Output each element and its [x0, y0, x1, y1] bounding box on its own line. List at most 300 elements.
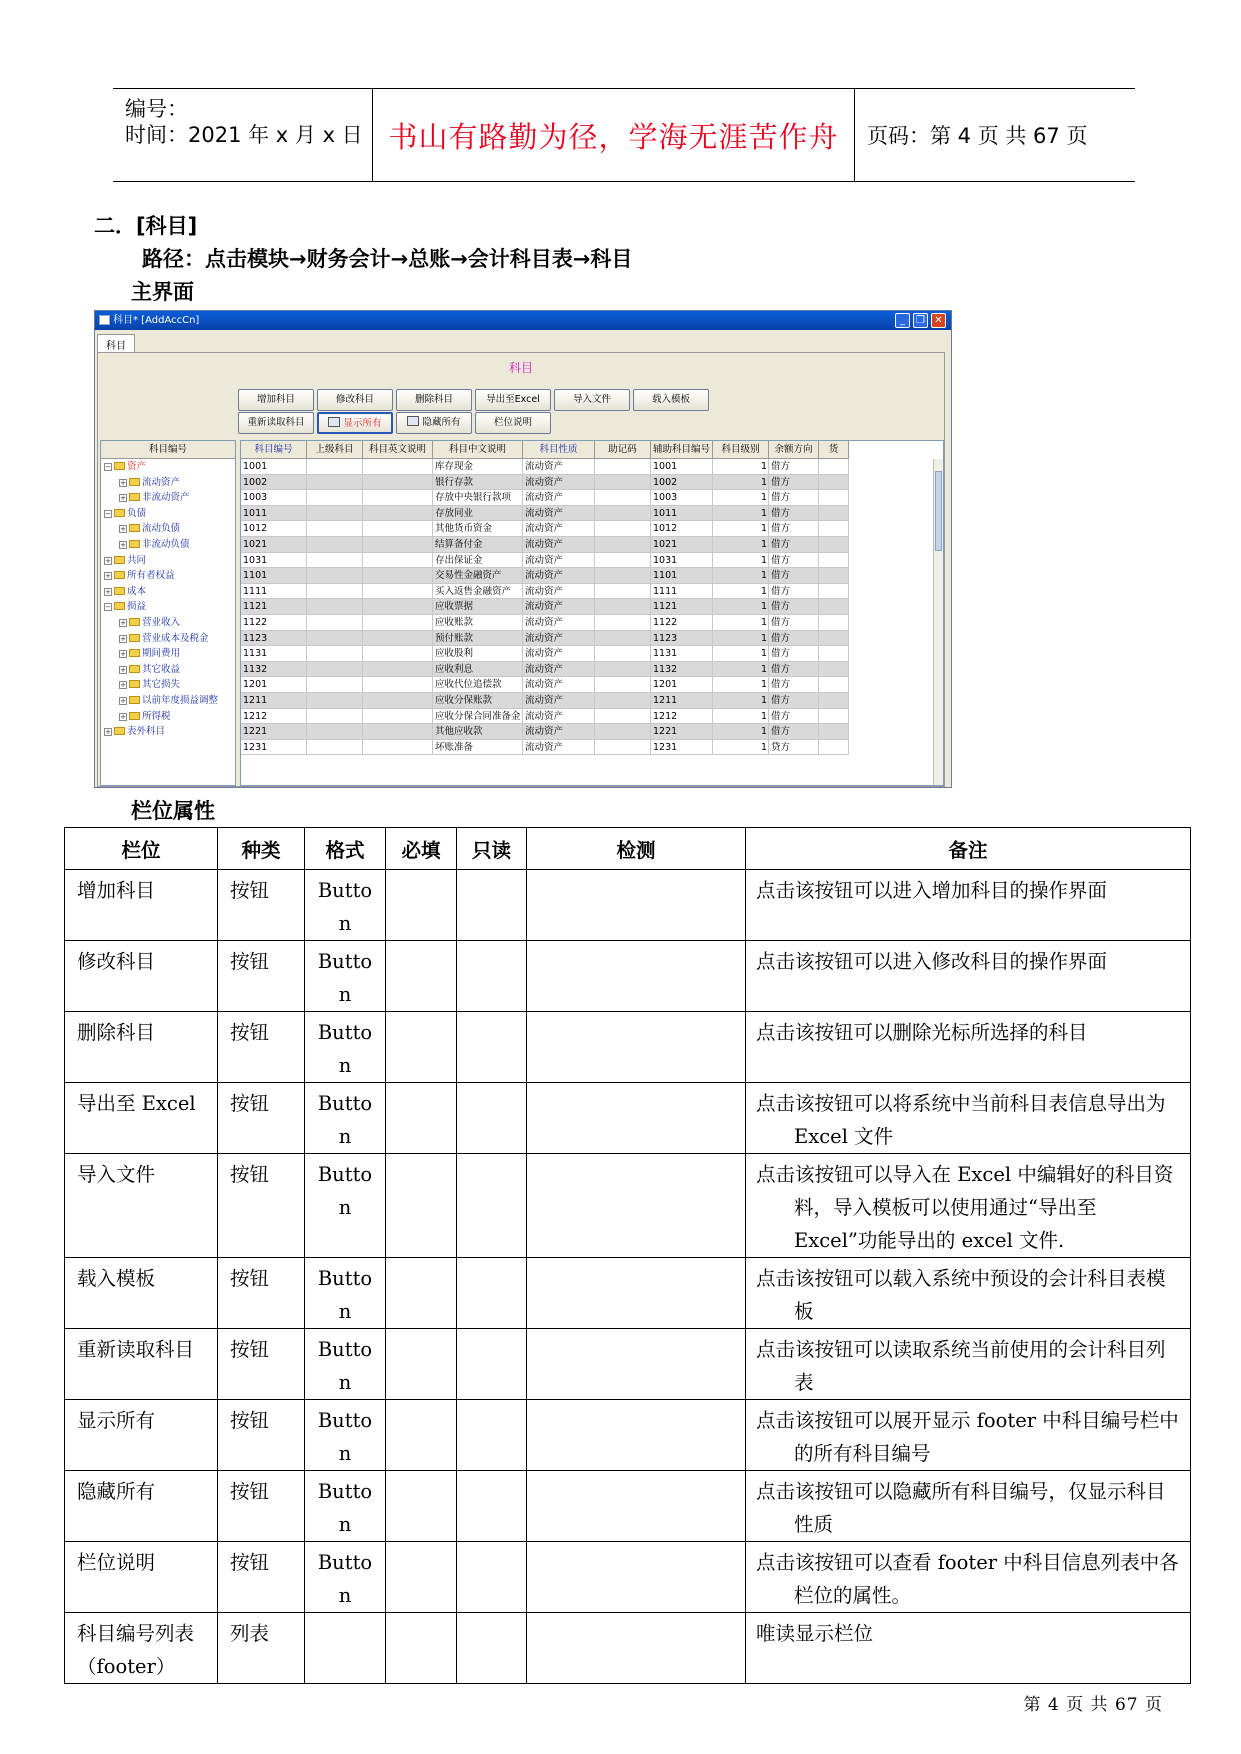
expand-icon[interactable]: +	[105, 587, 111, 596]
expand-icon[interactable]: +	[105, 556, 111, 565]
window-titlebar	[95, 311, 951, 330]
kind-cell	[218, 1613, 305, 1684]
grid-cell	[307, 537, 363, 552]
expand-icon[interactable]: +	[120, 540, 126, 549]
subject-grid[interactable]	[240, 440, 944, 786]
field-cell-text: 载入模板	[77, 1267, 156, 1290]
table-row	[65, 1400, 1191, 1471]
grid-cell: 1221	[651, 724, 713, 739]
reload-subjects-button[interactable]: 重新读取科目	[238, 412, 314, 434]
tree-node[interactable]	[101, 631, 235, 647]
tree-node[interactable]	[101, 521, 235, 537]
grid-cell: 1002	[651, 475, 713, 490]
grid-column-header[interactable]: 余额方向	[769, 441, 819, 458]
grid-cell: 1	[713, 724, 769, 739]
grid-cell: 1	[713, 490, 769, 505]
validation-cell	[527, 941, 746, 1012]
tree-node[interactable]	[101, 709, 235, 725]
grid-cell	[363, 521, 433, 536]
required-cell	[386, 870, 457, 941]
grid-cell: 流动资产	[523, 724, 595, 739]
grid-cell: 1132	[241, 662, 307, 677]
kind-cell	[218, 1542, 305, 1613]
grid-cell: 借方	[769, 724, 819, 739]
grid-cell: 1	[713, 553, 769, 568]
grid-cell: 借方	[769, 568, 819, 583]
header-motto-cell	[373, 89, 855, 181]
grid-row[interactable]	[241, 599, 849, 615]
show-all-button[interactable]	[317, 412, 393, 434]
grid-cell	[595, 615, 651, 630]
collapse-icon[interactable]: −	[105, 463, 111, 471]
tree-node[interactable]	[101, 724, 235, 740]
grid-vertical-scrollbar[interactable]	[933, 459, 943, 785]
note-cell	[746, 1400, 1191, 1471]
field-cell-text: 科目编号列表（footer）	[77, 1622, 195, 1678]
grid-column-header[interactable]: 上级科目	[307, 441, 363, 458]
number-label: 编号：	[125, 97, 188, 121]
grid-row[interactable]	[241, 740, 849, 756]
grid-cell: 借方	[769, 709, 819, 724]
grid-cell	[819, 615, 849, 630]
format-cell	[305, 1613, 386, 1684]
format-cell	[305, 1012, 386, 1083]
grid-cell: 流动资产	[523, 677, 595, 692]
grid-cell: 借方	[769, 646, 819, 661]
tree-node[interactable]	[101, 537, 235, 553]
hide-all-label: 隐藏所有	[422, 417, 461, 428]
tree-collapse-icon	[407, 416, 419, 426]
tree-node-label: 非流动资产	[142, 492, 190, 504]
grid-cell	[307, 709, 363, 724]
field-cell	[65, 1542, 218, 1613]
grid-row[interactable]	[241, 537, 849, 553]
grid-cell: 1031	[651, 553, 713, 568]
grid-column-header[interactable]: 科目级别	[713, 441, 769, 458]
grid-cell	[595, 584, 651, 599]
tree-expand-icon	[328, 417, 340, 427]
grid-cell	[307, 584, 363, 599]
column-header: 必填	[386, 828, 457, 870]
note-cell-text: 点击该按钮可以将系统中当前科目表信息导出为 Excel 文件	[756, 1092, 1166, 1148]
grid-cell: 1123	[241, 631, 307, 646]
scroll-thumb[interactable]	[935, 471, 942, 551]
grid-cell: 流动资产	[523, 521, 595, 536]
validation-cell	[527, 1154, 746, 1258]
tab-strip	[97, 334, 135, 352]
grid-cell: 1	[713, 631, 769, 646]
grid-cell	[363, 475, 433, 490]
required-cell	[386, 1400, 457, 1471]
restore-icon[interactable]: ❐	[913, 313, 928, 328]
grid-cell	[307, 631, 363, 646]
column-header: 检测	[527, 828, 746, 870]
expand-icon[interactable]: +	[120, 478, 126, 487]
grid-cell	[819, 740, 849, 755]
grid-cell	[307, 490, 363, 505]
grid-cell	[819, 475, 849, 490]
column-header: 备注	[746, 828, 1191, 870]
tree-node[interactable]	[101, 599, 235, 615]
grid-cell	[595, 646, 651, 661]
grid-cell: 应收票据	[433, 599, 523, 614]
grid-cell	[307, 506, 363, 521]
grid-cell: 交易性金融资产	[433, 568, 523, 583]
grid-cell	[595, 740, 651, 755]
grid-cell: 借方	[769, 693, 819, 708]
kind-cell	[218, 1329, 305, 1400]
kind-cell-text: 按钮	[230, 1551, 270, 1574]
grid-cell: 1111	[241, 584, 307, 599]
readonly-cell	[457, 1258, 527, 1329]
folder-icon	[129, 696, 140, 704]
readonly-cell	[457, 1012, 527, 1083]
expand-icon[interactable]: +	[120, 525, 126, 534]
format-cell	[305, 1329, 386, 1400]
grid-cell: 1	[713, 584, 769, 599]
header-meta-cell	[113, 89, 373, 181]
field-cell	[65, 1258, 218, 1329]
grid-cell	[363, 568, 433, 583]
grid-cell	[307, 475, 363, 490]
field-cell	[65, 870, 218, 941]
grid-cell	[363, 662, 433, 677]
add-subject-button[interactable]: 增加科目	[238, 389, 314, 411]
kind-cell-text: 列表	[230, 1622, 270, 1645]
tree-node-label: 非流动负债	[142, 538, 190, 550]
tree-node[interactable]	[101, 506, 235, 522]
format-cell-text: Button	[317, 950, 373, 1006]
delete-subject-button[interactable]: 删除科目	[396, 389, 472, 411]
grid-cell: 1	[713, 459, 769, 474]
grid-row[interactable]	[241, 553, 849, 569]
grid-cell: 流动资产	[523, 490, 595, 505]
grid-row[interactable]	[241, 521, 849, 537]
grid-cell	[363, 693, 433, 708]
validation-cell	[527, 1083, 746, 1154]
field-properties-table	[64, 827, 1191, 1684]
readonly-cell	[457, 1400, 527, 1471]
column-header: 栏位	[65, 828, 218, 870]
grid-cell	[363, 506, 433, 521]
time-label: 时间：2021 年 x 月 x 日	[125, 123, 363, 147]
note-cell	[746, 941, 1191, 1012]
field-cell	[65, 941, 218, 1012]
grid-cell	[363, 724, 433, 739]
field-description-button[interactable]: 栏位说明	[475, 412, 551, 434]
format-cell-text: Button	[317, 1163, 373, 1219]
grid-row[interactable]	[241, 459, 849, 475]
grid-cell	[595, 475, 651, 490]
grid-cell: 预付账款	[433, 631, 523, 646]
validation-cell	[527, 1542, 746, 1613]
grid-cell: 1	[713, 646, 769, 661]
folder-icon	[114, 556, 125, 564]
folder-icon	[114, 509, 125, 517]
expand-icon[interactable]: +	[120, 618, 126, 627]
collapse-icon[interactable]: −	[105, 603, 111, 612]
tree-node[interactable]	[101, 553, 235, 569]
tree-node[interactable]	[101, 490, 235, 506]
field-cell	[65, 1613, 218, 1684]
grid-cell: 借方	[769, 537, 819, 552]
grid-cell	[363, 599, 433, 614]
expand-icon[interactable]: +	[120, 665, 126, 674]
grid-cell: 借方	[769, 521, 819, 536]
field-cell	[65, 1471, 218, 1542]
format-cell	[305, 1471, 386, 1542]
validation-cell	[527, 870, 746, 941]
kind-cell	[218, 1258, 305, 1329]
validation-cell	[527, 1258, 746, 1329]
readonly-cell	[457, 870, 527, 941]
grid-cell: 存放同业	[433, 506, 523, 521]
tree-node[interactable]	[101, 677, 235, 693]
grid-column-header[interactable]: 科目英文说明	[363, 441, 433, 458]
validation-cell	[527, 1613, 746, 1684]
grid-row[interactable]	[241, 631, 849, 647]
grid-cell: 1031	[241, 553, 307, 568]
grid-cell	[595, 521, 651, 536]
folder-icon	[114, 602, 125, 610]
grid-cell: 借方	[769, 459, 819, 474]
grid-cell: 1	[713, 506, 769, 521]
grid-cell	[307, 662, 363, 677]
format-cell	[305, 1400, 386, 1471]
embedded-app-screenshot	[94, 310, 952, 788]
column-header: 格式	[305, 828, 386, 870]
grid-cell: 1131	[241, 646, 307, 661]
kind-cell-text: 按钮	[230, 1163, 270, 1186]
field-cell-text: 显示所有	[77, 1409, 156, 1432]
grid-cell: 流动资产	[523, 568, 595, 583]
grid-cell	[595, 459, 651, 474]
app-icon	[99, 315, 110, 325]
grid-cell: 流动资产	[523, 537, 595, 552]
table-row	[65, 1329, 1191, 1400]
kind-cell-text: 按钮	[230, 1021, 270, 1044]
tree-body	[101, 459, 235, 740]
grid-cell: 借方	[769, 490, 819, 505]
grid-row[interactable]	[241, 724, 849, 740]
grid-cell	[819, 599, 849, 614]
note-cell	[746, 1613, 1191, 1684]
note-cell-text: 点击该按钮可以进入增加科目的操作界面	[756, 879, 1108, 902]
folder-icon	[129, 680, 140, 688]
grid-cell	[307, 615, 363, 630]
grid-row[interactable]	[241, 646, 849, 662]
minimize-icon[interactable]: _	[895, 313, 910, 328]
expand-icon[interactable]: +	[120, 650, 126, 659]
grid-column-header[interactable]: 科目中文说明	[433, 441, 523, 458]
tree-node-label: 期间费用	[142, 648, 181, 660]
grid-cell: 1021	[651, 537, 713, 552]
grid-cell: 流动资产	[523, 709, 595, 724]
grid-row[interactable]	[241, 568, 849, 584]
section-heading: 二．[科目]	[94, 214, 198, 238]
grid-cell	[307, 740, 363, 755]
header-page-cell	[855, 89, 1135, 181]
import-file-button[interactable]: 导入文件	[554, 389, 630, 411]
note-cell-text: 点击该按钮可以进入修改科目的操作界面	[756, 950, 1108, 973]
folder-icon	[129, 634, 140, 642]
format-cell-text: Button	[317, 1267, 373, 1323]
grid-cell: 1012	[651, 521, 713, 536]
expand-icon[interactable]: +	[105, 572, 111, 581]
expand-icon[interactable]: +	[120, 712, 126, 721]
grid-cell	[307, 693, 363, 708]
expand-icon[interactable]: +	[120, 681, 126, 690]
folder-icon	[114, 462, 125, 470]
grid-cell: 1121	[651, 599, 713, 614]
grid-cell: 借方	[769, 599, 819, 614]
grid-column-header[interactable]: 科目性质	[523, 441, 595, 458]
tree-node-label: 流动资产	[142, 476, 181, 488]
folder-icon	[129, 665, 140, 673]
grid-cell: 流动资产	[523, 631, 595, 646]
field-cell	[65, 1083, 218, 1154]
tree-node[interactable]	[101, 459, 235, 475]
tree-node[interactable]	[101, 646, 235, 662]
grid-cell: 1	[713, 475, 769, 490]
collapse-icon[interactable]: −	[105, 509, 111, 518]
validation-cell	[527, 1400, 746, 1471]
note-cell-text: 点击该按钮可以载入系统中预设的会计科目表模板	[756, 1267, 1166, 1323]
format-cell-text: Button	[317, 1092, 373, 1148]
grid-row[interactable]	[241, 490, 849, 506]
grid-column-header[interactable]: 助记码	[595, 441, 651, 458]
grid-column-header[interactable]: 科目编号	[241, 441, 307, 458]
grid-cell: 其他应收款	[433, 724, 523, 739]
grid-cell: 1231	[651, 740, 713, 755]
grid-cell: 库存现金	[433, 459, 523, 474]
readonly-cell	[457, 941, 527, 1012]
grid-row[interactable]	[241, 475, 849, 491]
grid-cell	[307, 568, 363, 583]
field-cell-text: 删除科目	[77, 1021, 156, 1044]
note-cell-text: 点击该按钮可以隐藏所有科目编号，仅显示科目性质	[756, 1480, 1166, 1536]
grid-cell: 1	[713, 677, 769, 692]
grid-cell	[307, 599, 363, 614]
field-cell	[65, 1154, 218, 1258]
grid-row[interactable]	[241, 615, 849, 631]
note-cell	[746, 1471, 1191, 1542]
table-row	[65, 1012, 1191, 1083]
grid-cell: 1	[713, 521, 769, 536]
grid-column-header[interactable]: 货	[819, 441, 849, 458]
grid-cell: 流动资产	[523, 475, 595, 490]
field-cell-text: 修改科目	[77, 950, 156, 973]
grid-cell: 贷方	[769, 740, 819, 755]
grid-cell	[819, 459, 849, 474]
field-cell-text: 栏位说明	[77, 1551, 156, 1574]
grid-cell	[363, 553, 433, 568]
field-cell	[65, 1329, 218, 1400]
tree-node[interactable]	[101, 568, 235, 584]
kind-cell-text: 按钮	[230, 1092, 270, 1115]
folder-icon	[129, 493, 140, 501]
grid-cell: 1221	[241, 724, 307, 739]
grid-cell	[363, 490, 433, 505]
hide-all-button[interactable]	[396, 412, 472, 434]
expand-icon[interactable]: +	[120, 634, 126, 643]
tree-node[interactable]	[101, 693, 235, 709]
grid-header	[241, 441, 849, 459]
tree-node[interactable]	[101, 584, 235, 600]
grid-cell	[363, 646, 433, 661]
grid-cell	[819, 521, 849, 536]
tree-node-label: 负债	[127, 507, 147, 519]
grid-cell	[819, 646, 849, 661]
grid-cell	[819, 677, 849, 692]
format-cell-text: Button	[317, 1021, 373, 1077]
grid-cell	[307, 553, 363, 568]
grid-cell: 应收股利	[433, 646, 523, 661]
grid-row[interactable]	[241, 584, 849, 600]
folder-icon	[129, 649, 140, 657]
grid-row[interactable]	[241, 709, 849, 725]
load-template-button[interactable]: 载入模板	[633, 389, 709, 411]
note-cell	[746, 870, 1191, 941]
tree-node[interactable]	[101, 475, 235, 491]
main-ui-heading: 主界面	[131, 280, 194, 304]
grid-cell: 借方	[769, 553, 819, 568]
tree-node[interactable]	[101, 615, 235, 631]
subject-code-tree[interactable]	[100, 440, 236, 786]
format-cell-text: Button	[317, 1409, 373, 1465]
grid-row[interactable]	[241, 693, 849, 709]
grid-cell: 借方	[769, 677, 819, 692]
export-excel-button[interactable]: 导出至Excel	[475, 389, 551, 411]
grid-row[interactable]	[241, 506, 849, 522]
grid-cell	[595, 537, 651, 552]
expand-icon[interactable]: +	[120, 494, 126, 503]
grid-cell	[363, 709, 433, 724]
grid-cell: 1101	[651, 568, 713, 583]
grid-cell: 1	[713, 599, 769, 614]
close-icon[interactable]: ✕	[931, 313, 946, 328]
edit-subject-button[interactable]: 修改科目	[317, 389, 393, 411]
field-cell-text: 导入文件	[77, 1163, 156, 1186]
note-cell	[746, 1258, 1191, 1329]
expand-icon[interactable]: +	[120, 696, 126, 705]
kind-cell-text: 按钮	[230, 1338, 270, 1361]
readonly-cell	[457, 1083, 527, 1154]
grid-cell	[595, 662, 651, 677]
grid-cell: 存放中央银行款项	[433, 490, 523, 505]
folder-icon	[129, 712, 140, 720]
kind-cell-text: 按钮	[230, 1409, 270, 1432]
tree-node-label: 共同	[127, 554, 147, 566]
grid-cell	[363, 615, 433, 630]
grid-cell: 1132	[651, 662, 713, 677]
grid-row[interactable]	[241, 662, 849, 678]
grid-column-header[interactable]: 辅助科目编号	[651, 441, 713, 458]
grid-cell	[819, 709, 849, 724]
note-cell-text: 点击该按钮可以读取系统当前使用的会计科目列表	[756, 1338, 1166, 1394]
tree-node-label: 以前年度损益调整	[142, 694, 219, 706]
tree-node[interactable]	[101, 662, 235, 678]
grid-cell: 1122	[241, 615, 307, 630]
field-properties-heading: 栏位属性	[131, 799, 215, 823]
table-row	[65, 1471, 1191, 1542]
expand-icon[interactable]: +	[105, 728, 111, 737]
tab-subject[interactable]: 科目	[97, 334, 135, 354]
grid-row[interactable]	[241, 677, 849, 693]
kind-cell-text: 按钮	[230, 1480, 270, 1503]
kind-cell	[218, 1471, 305, 1542]
navigation-path: 路径：点击模块→财务会计→总账→会计科目表→科目	[142, 247, 633, 271]
